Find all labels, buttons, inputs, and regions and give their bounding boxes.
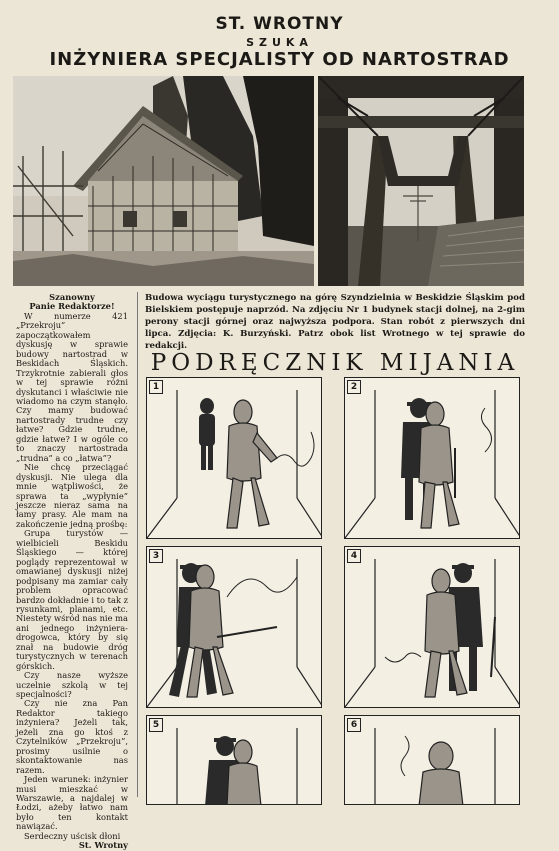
panel-number: 4 — [347, 549, 361, 563]
panel-number: 6 — [347, 718, 361, 732]
headline-line-1: ST. WROTNY — [215, 14, 344, 34]
letter-salutation-2: Panie Redaktorze! — [29, 301, 115, 312]
letter-salutation: Szanowny — [49, 292, 95, 302]
letter-paragraph: W numerze 421 „Przekroju” zapoczątkowałem dyskusję w sprawie budowy nartostrad w Beskidach Śląskich. Trzykrotnie zabierali głos w tej sprawie różni dyskutanci i właściwie nie wiadomo na czym stanęło. Czy mamy budować nartostrady trudne czy łatwe? Gdzie trudne, gdzie łatwe? I w ogóle co to znaczy nartostrada „trudna” a co „łatwa”? — [16, 310, 128, 463]
letter-to-editor — [16, 293, 128, 851]
photo-upper-station-pylon — [318, 76, 524, 286]
photo-caption: Budowa wyciągu turystycznego na górę Szyndzielnia w Beskidzie Śląskim pod Bielskiem postępuje naprzód. Na zdjęciu Nr 1 budynek stacji dolnej, na 2-gim perony stacji górnej oraz najwyższa podpora. Stan robót z pierwszych dni lipca. Zdjęcia: K. Burzyński. Patrz obok list Wrotnego w tej sprawie do redakcji. — [145, 293, 525, 351]
headline-line-2: SZUKA — [246, 36, 313, 49]
letter-paragraph: Serdeczny uścisk dłoni — [24, 830, 121, 841]
headline-line-3: INŻYNIERA SPECJALISTY OD NARTOSTRAD — [49, 49, 510, 70]
comic-panel-6 — [344, 715, 520, 805]
panel-number: 1 — [149, 380, 163, 394]
panel-number: 3 — [149, 549, 163, 563]
letter-signature: St. Wrotny — [78, 840, 128, 851]
comic-panel-2 — [344, 377, 520, 539]
comic-heading: PODRĘCZNIK MIJANIA — [150, 350, 520, 376]
panel-number: 2 — [347, 380, 361, 394]
letter-paragraph: Nie chcę przeciągać dyskusji. Nie ulega dla mnie wątpliwości, że sprawa ta „wypłynie” jeszcze nieraz sama na łamy prasy. Ale mam na zakończenie jedną prośbę: — [16, 462, 128, 529]
column-divider — [137, 292, 138, 797]
comic-panel-4 — [344, 546, 520, 708]
comic-panel-5 — [146, 715, 322, 805]
comic-panel-3 — [146, 546, 322, 708]
panel-number: 5 — [149, 718, 163, 732]
comic-panel-1 — [146, 377, 322, 539]
letter-paragraph: Grupa turystów — wielbicieli Beskidu Śląskiego — której poglądy reprezentował w omawianej dyskusji niżej podpisany ma zamiar cały problem opracować bardzo dokładnie i to tak z rysunkami, planami, etc. Niestety wśród nas nie ma ani jednego inżyniera-drogowca, który by się znał na budowie dróg turystycznych w terenach górskich. — [16, 528, 128, 671]
letter-paragraph: Czy nie zna Pan Redaktor takiego inżyniera? Jeżeli tak, jeżeli zna go ktoś z Czytelników „Przekroju”, prosimy usilnie o skontaktowanie nas razem. — [16, 698, 128, 775]
letter-paragraph: Jeden warunek: inżynier musi mieszkać w Warszawie, a najdalej w Łodzi, ażeby łatwo nam było ten kontakt nawiązać. — [16, 774, 128, 832]
letter-paragraph: Czy nasze wyższe uczelnie szkolą w tej specjalności? — [16, 670, 128, 700]
photo-lower-station-building — [13, 76, 314, 286]
